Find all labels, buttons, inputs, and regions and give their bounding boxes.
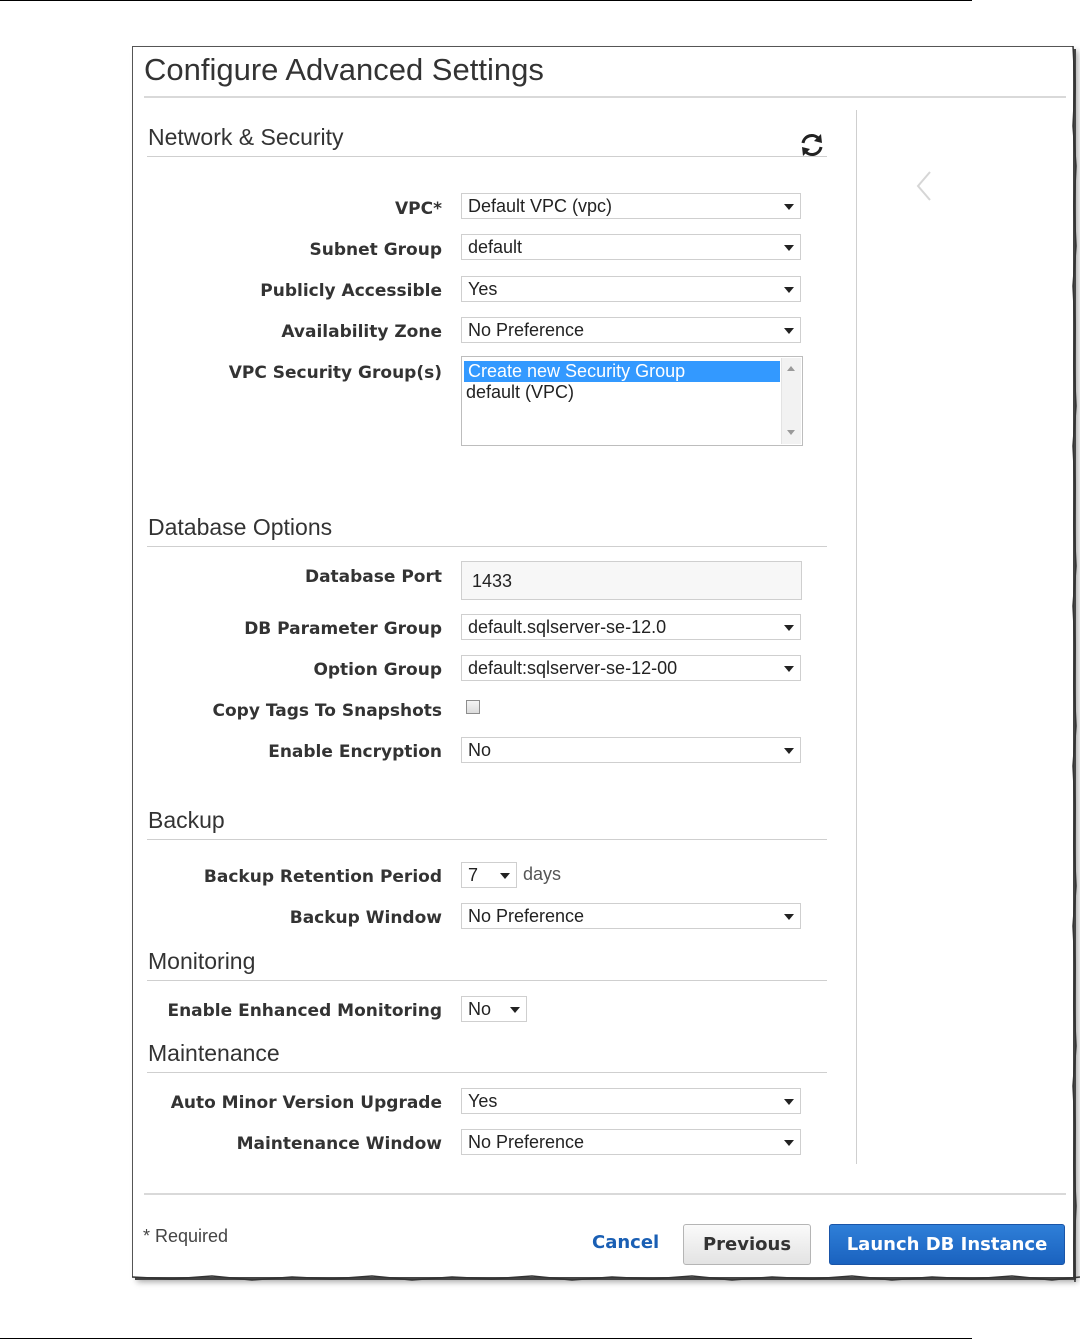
copy-tags-checkbox[interactable]: [466, 700, 480, 714]
option-group-value: default:sqlserver-se-12-00: [468, 658, 678, 678]
security-group-option-selected[interactable]: Create new Security Group: [464, 361, 780, 382]
listbox-scrollbar[interactable]: [781, 358, 801, 444]
backup-window-label: Backup Window: [289, 908, 442, 928]
vpc-value: Default VPC (vpc): [468, 196, 613, 216]
footer-divider: [144, 1193, 1066, 1195]
parameter-group-select[interactable]: [461, 614, 801, 640]
section-divider: [147, 156, 827, 157]
enhanced-monitoring-value: No: [468, 999, 492, 1019]
subnet-group-select[interactable]: [461, 234, 801, 260]
chevron-left-icon[interactable]: [912, 170, 936, 202]
encryption-select[interactable]: [461, 737, 801, 763]
maintenance-window-value: No Preference: [468, 1132, 585, 1152]
encryption-value: No: [468, 740, 492, 760]
scroll-down-icon[interactable]: [787, 430, 795, 435]
backup-retention-select[interactable]: [461, 862, 517, 888]
availability-zone-value: No Preference: [468, 320, 585, 340]
page-title: Configure Advanced Settings: [144, 52, 544, 87]
section-divider: [147, 980, 827, 981]
section-title-database: Database Options: [148, 514, 333, 540]
auto-minor-label: Auto Minor Version Upgrade: [170, 1093, 442, 1113]
backup-retention-value: 7: [468, 865, 479, 885]
vpc-select[interactable]: [461, 193, 801, 219]
section-title-backup: Backup: [148, 807, 225, 833]
maintenance-window-select[interactable]: [461, 1129, 801, 1155]
encryption-label: Enable Encryption: [268, 742, 442, 762]
availability-zone-select[interactable]: [461, 317, 801, 343]
subnet-group-value: default: [468, 237, 523, 257]
backup-retention-label: Backup Retention Period: [203, 867, 442, 887]
database-port-label: Database Port: [304, 567, 442, 587]
scroll-up-icon[interactable]: [787, 366, 795, 371]
database-port-input[interactable]: 1433: [461, 561, 802, 600]
backup-window-value: No Preference: [468, 906, 585, 926]
caret-down-icon: [784, 1099, 794, 1105]
caret-down-icon: [784, 748, 794, 754]
section-title-monitoring: Monitoring: [148, 948, 256, 974]
publicly-accessible-value: Yes: [468, 279, 498, 299]
auto-minor-value: Yes: [468, 1091, 498, 1111]
section-title-network: Network & Security: [148, 124, 344, 150]
cancel-button[interactable]: Cancel: [592, 1232, 660, 1253]
caret-down-icon: [784, 625, 794, 631]
enhanced-monitoring-label: Enable Enhanced Monitoring: [167, 1001, 442, 1021]
vpc-label: VPC*: [395, 199, 442, 219]
section-divider: [147, 839, 827, 840]
previous-button[interactable]: Previous: [683, 1224, 811, 1265]
launch-db-instance-button[interactable]: Launch DB Instance: [829, 1224, 1065, 1265]
availability-zone-label: Availability Zone: [281, 322, 442, 342]
parameter-group-label: DB Parameter Group: [244, 619, 442, 639]
security-groups-label: VPC Security Group(s): [228, 363, 442, 383]
security-groups-listbox[interactable]: [461, 356, 803, 446]
torn-edge-right: [1072, 46, 1080, 1282]
caret-down-icon: [500, 873, 510, 879]
caret-down-icon: [784, 287, 794, 293]
panel-divider: [856, 110, 857, 1164]
caret-down-icon: [784, 245, 794, 251]
page-top-rule: [0, 0, 972, 1]
torn-edge-bottom: [132, 1274, 1080, 1284]
title-divider: [144, 96, 1066, 98]
refresh-icon[interactable]: [798, 132, 826, 158]
caret-down-icon: [784, 204, 794, 210]
section-divider: [147, 546, 827, 547]
subnet-group-label: Subnet Group: [309, 240, 442, 260]
enhanced-monitoring-select[interactable]: [461, 996, 527, 1022]
security-group-option[interactable]: default (VPC): [466, 382, 575, 402]
caret-down-icon: [784, 1140, 794, 1146]
publicly-accessible-label: Publicly Accessible: [260, 281, 442, 301]
caret-down-icon: [784, 666, 794, 672]
section-title-maintenance: Maintenance: [148, 1040, 280, 1066]
option-group-select[interactable]: [461, 655, 801, 681]
required-note: * Required: [143, 1226, 229, 1246]
parameter-group-value: default.sqlserver-se-12.0: [468, 617, 667, 637]
backup-window-select[interactable]: [461, 903, 801, 929]
caret-down-icon: [784, 914, 794, 920]
caret-down-icon: [510, 1007, 520, 1013]
option-group-label: Option Group: [313, 660, 442, 680]
maintenance-window-label: Maintenance Window: [236, 1134, 442, 1154]
auto-minor-select[interactable]: [461, 1088, 801, 1114]
copy-tags-label: Copy Tags To Snapshots: [212, 701, 442, 721]
retention-unit: days: [523, 864, 562, 884]
caret-down-icon: [784, 328, 794, 334]
section-divider: [147, 1072, 827, 1073]
publicly-accessible-select[interactable]: [461, 276, 801, 302]
